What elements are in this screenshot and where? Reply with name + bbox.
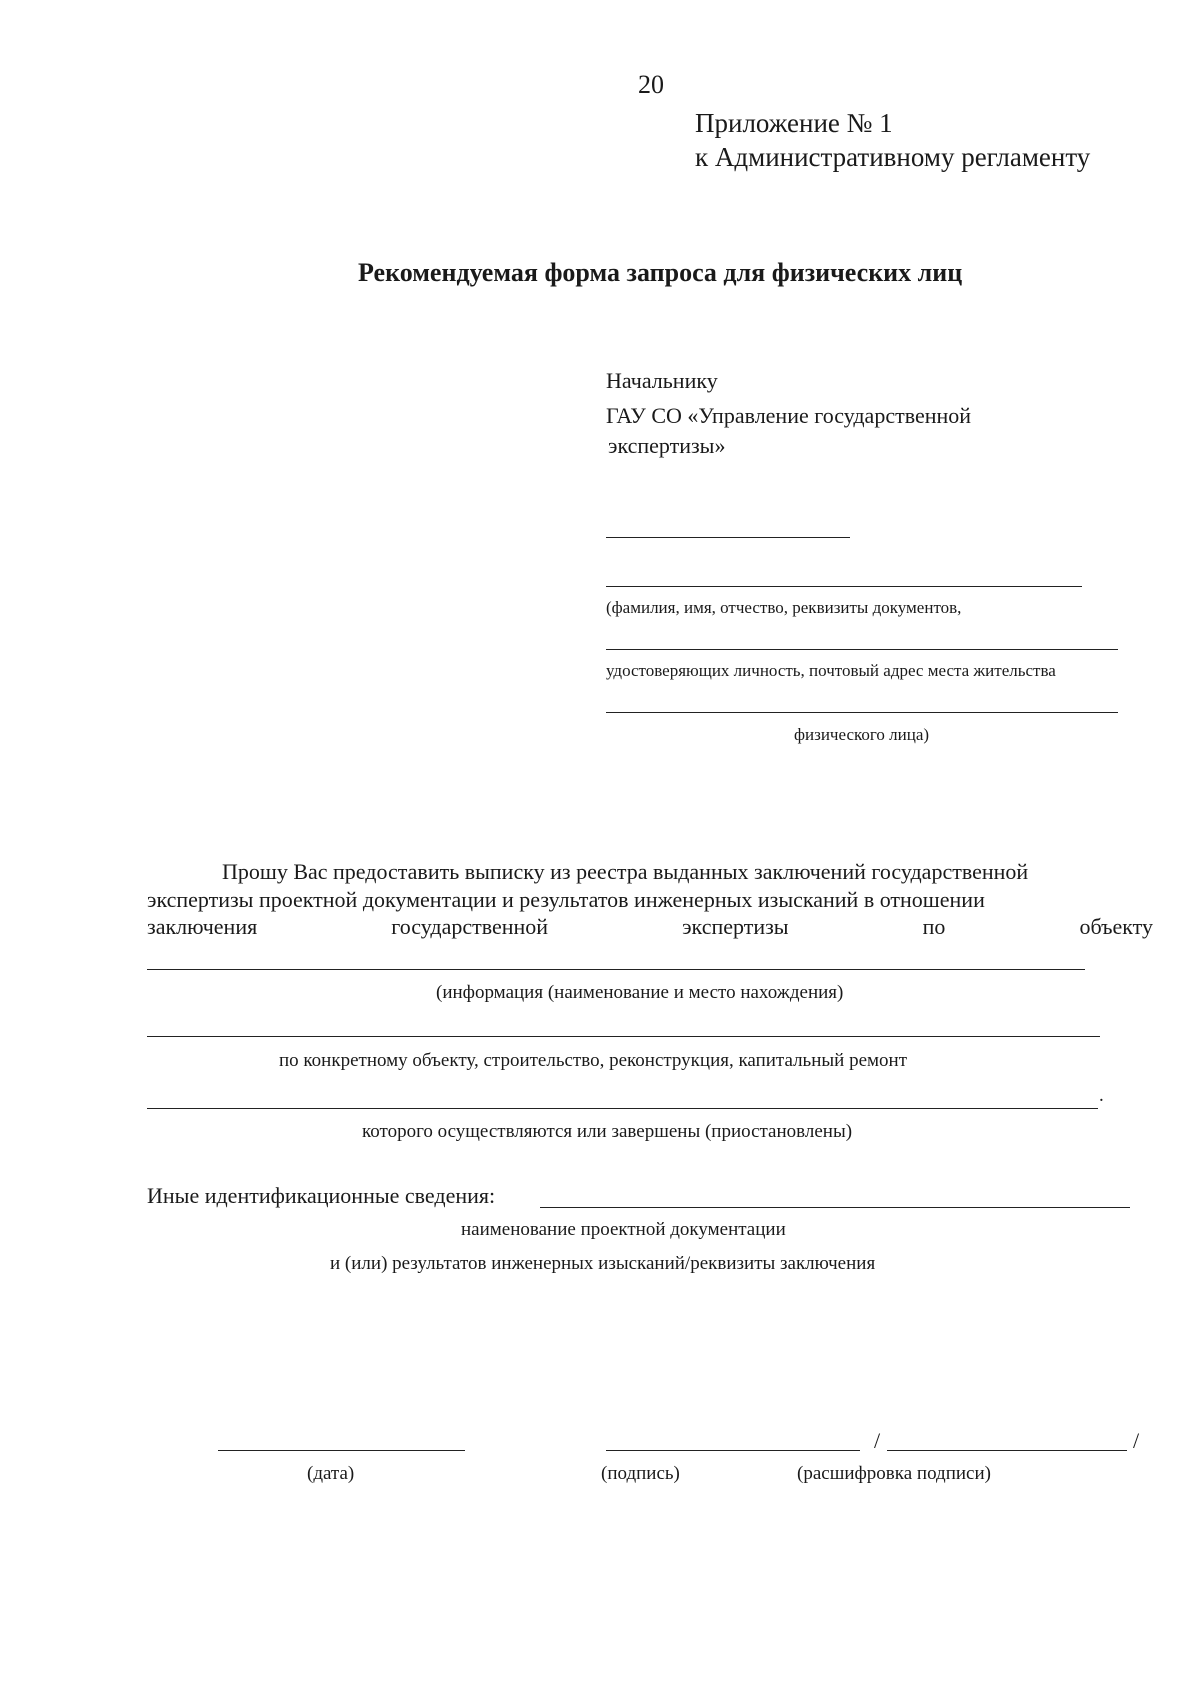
- object-line-2[interactable]: [147, 1036, 1100, 1037]
- applicant-hint-3: физического лица): [794, 725, 930, 744]
- addressee-position: Начальнику: [606, 368, 718, 393]
- date-caption: (дата): [307, 1463, 355, 1484]
- applicant-line-3[interactable]: [606, 712, 1118, 713]
- object-caption-1: (информация (наименование и место нахождения): [436, 982, 844, 1003]
- applicant-line-2[interactable]: [606, 649, 1118, 650]
- date-line[interactable]: [218, 1450, 465, 1451]
- applicant-hint-2: удостоверяющих личность, почтовый адрес места жительства: [606, 661, 1056, 680]
- decode-caption: (расшифровка подписи): [797, 1463, 991, 1484]
- object-caption-3: которого осуществляются или завершены (приостановлены): [362, 1121, 853, 1142]
- request-word-3: экспертизы: [682, 914, 789, 939]
- request-word-2: государственной: [391, 914, 549, 939]
- object-caption-2: по конкретному объекту, строительство, реконструкция, капитальный ремонт: [279, 1050, 907, 1071]
- object-line-3[interactable]: [147, 1108, 1098, 1109]
- request-line-1: Прошу Вас предоставить выписку из реестра выданных заключений государственной: [222, 859, 1029, 884]
- signature-separator-1: /: [874, 1428, 881, 1453]
- appendix-number: Приложение № 1: [695, 108, 893, 138]
- signature-separator-2: /: [1133, 1428, 1140, 1453]
- request-line-3: [147, 914, 1153, 940]
- object-line-1[interactable]: [147, 969, 1085, 970]
- applicant-short-line[interactable]: [606, 537, 850, 538]
- request-word-4: по: [922, 914, 946, 939]
- request-word-1: заключения: [147, 914, 258, 939]
- signature-caption: (подпись): [601, 1463, 680, 1484]
- signature-line[interactable]: [606, 1450, 860, 1451]
- addressee-organization-cont: экспертизы»: [608, 433, 726, 458]
- other-info-line[interactable]: [540, 1207, 1130, 1208]
- applicant-hint-1: (фамилия, имя, отчество, реквизиты документов,: [606, 598, 962, 617]
- object-period: .: [1099, 1085, 1104, 1106]
- form-title: Рекомендуемая форма запроса для физических лиц: [358, 258, 963, 287]
- applicant-line-1[interactable]: [606, 586, 1082, 587]
- request-word-5: объекту: [1079, 914, 1153, 939]
- appendix-reference: к Административному регламенту: [695, 142, 1091, 172]
- page-number: 20: [638, 70, 664, 99]
- other-info-label: Иные идентификационные сведения:: [147, 1183, 496, 1208]
- other-info-caption-1: наименование проектной документации: [461, 1219, 786, 1240]
- decode-line[interactable]: [887, 1450, 1127, 1451]
- request-line-2: экспертизы проектной документации и результатов инженерных изысканий в отношении: [147, 887, 985, 912]
- addressee-organization: ГАУ СО «Управление государственной: [606, 403, 972, 428]
- other-info-caption-2: и (или) результатов инженерных изысканий/реквизиты заключения: [330, 1253, 876, 1274]
